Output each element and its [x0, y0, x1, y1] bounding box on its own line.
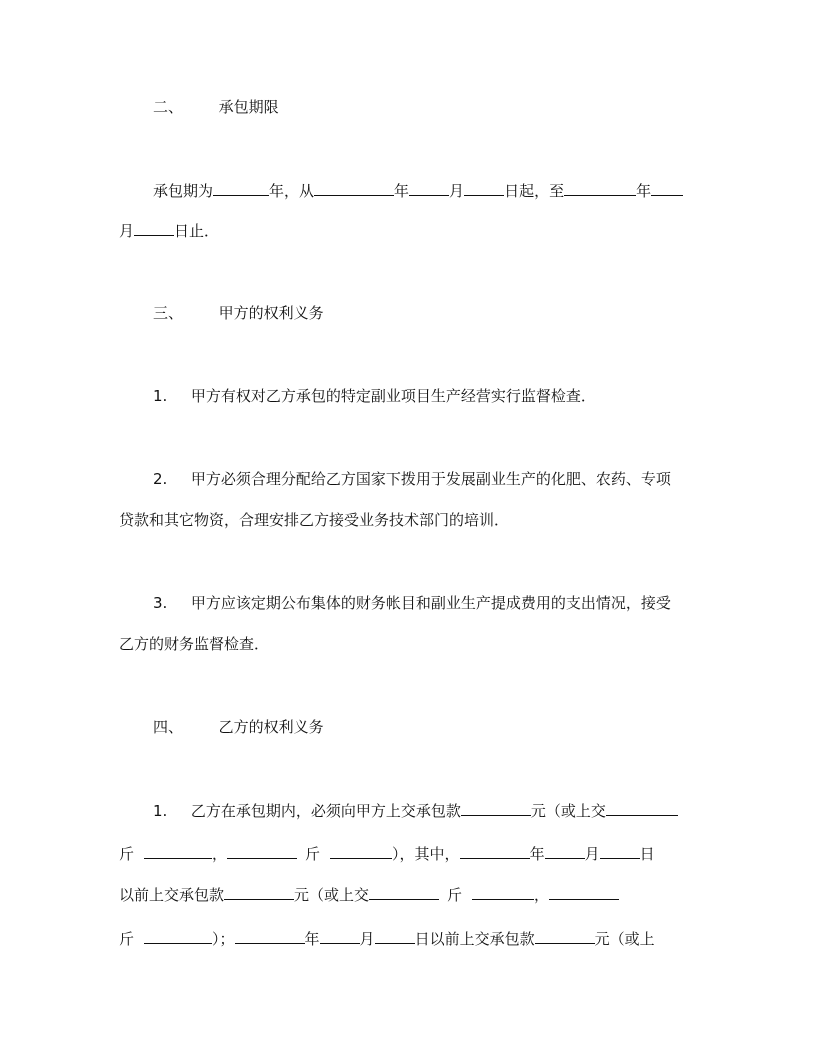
section-heading-party-a — [153, 303, 324, 323]
blank-field — [144, 843, 212, 859]
section-number: 三、 — [153, 304, 184, 322]
section-number: 二、 — [153, 98, 184, 116]
party-b-item-1-line-1 — [153, 800, 678, 821]
text: 承包期为 — [153, 182, 214, 200]
party-a-item-3-line-2 — [119, 634, 269, 654]
item-text: 乙方在承包期内，必须向甲方上交承包款 — [190, 802, 461, 820]
blank-field — [600, 843, 640, 859]
blank-field — [235, 928, 305, 944]
item-text: 日 — [639, 845, 655, 863]
blank-field — [314, 180, 394, 196]
blank-field — [460, 843, 530, 859]
party-b-item-1-line-4 — [119, 928, 655, 949]
blank-field — [545, 843, 585, 859]
text: 年，从 — [269, 182, 315, 200]
blank-field — [409, 180, 449, 196]
section-heading-party-b — [153, 717, 324, 737]
blank-field — [375, 928, 415, 944]
item-text: 元（或上交 — [294, 886, 370, 904]
party-a-item-1 — [153, 386, 596, 406]
item-text: 月 — [359, 930, 375, 948]
item-text: ， — [212, 845, 228, 863]
item-text: 斤 — [119, 845, 135, 863]
item-text: 甲方应该定期公布集体的财务帐目和副业生产提成费用的支出情况，接受 — [190, 594, 671, 612]
section-heading-term — [153, 97, 279, 117]
item-text: 贷款和其它物资，合理安排乙方接受业务技术部门的培训． — [119, 511, 510, 529]
item-text: 甲方必须合理分配给乙方国家下拨用于发展副业生产的化肥、农药、专项 — [190, 470, 671, 488]
item-number: 2. — [153, 470, 168, 488]
blank-field — [320, 928, 360, 944]
term-line-1 — [153, 180, 683, 201]
item-number: 1. — [153, 802, 168, 820]
text: 月 — [119, 222, 135, 240]
blank-field — [464, 180, 504, 196]
party-a-item-2-line-2 — [119, 510, 509, 530]
blank-field — [144, 928, 212, 944]
party-b-item-1-line-3 — [119, 884, 619, 905]
item-text: 月 — [584, 845, 600, 863]
blank-field — [134, 220, 174, 236]
blank-field — [461, 800, 531, 816]
blank-field — [224, 884, 294, 900]
text: 日止． — [174, 222, 220, 240]
item-number: 1. — [153, 387, 168, 405]
party-a-item-2-line-1 — [153, 469, 671, 489]
blank-field — [227, 843, 297, 859]
section-number: 四、 — [153, 718, 184, 736]
blank-field — [535, 928, 595, 944]
text: 年 — [636, 182, 652, 200]
item-text: 日以前上交承包款 — [414, 930, 535, 948]
item-text: 斤 — [305, 845, 321, 863]
party-b-item-1-line-2 — [119, 843, 655, 864]
item-text: ），其中， — [392, 845, 460, 863]
blank-field — [369, 884, 439, 900]
section-title: 甲方的权利义务 — [218, 304, 324, 322]
text: 日起，至 — [504, 182, 565, 200]
item-text: 以前上交承包款 — [119, 886, 225, 904]
blank-field — [472, 884, 534, 900]
item-text: 斤 — [119, 930, 135, 948]
blank-field — [564, 180, 636, 196]
blank-field — [651, 180, 683, 196]
term-line-2 — [119, 220, 219, 241]
item-text: 元（或上交 — [530, 802, 606, 820]
item-text: ）； — [212, 930, 235, 948]
blank-field — [213, 180, 269, 196]
item-text: 乙方的财务监督检查． — [119, 635, 270, 653]
blank-field — [606, 800, 678, 816]
text: 年 — [394, 182, 410, 200]
section-title: 承包期限 — [218, 98, 279, 116]
item-text: 年 — [529, 845, 545, 863]
blank-field — [549, 884, 619, 900]
section-title: 乙方的权利义务 — [218, 718, 324, 736]
item-text: 甲方有权对乙方承包的特定副业项目生产经营实行监督检查． — [190, 387, 596, 405]
blank-field — [330, 843, 392, 859]
item-text: 斤 — [447, 886, 463, 904]
item-text: ， — [534, 886, 550, 904]
item-number: 3. — [153, 594, 168, 612]
item-text: 元（或上 — [594, 930, 655, 948]
party-a-item-3-line-1 — [153, 593, 671, 613]
item-text: 年 — [304, 930, 320, 948]
text: 月 — [449, 182, 465, 200]
